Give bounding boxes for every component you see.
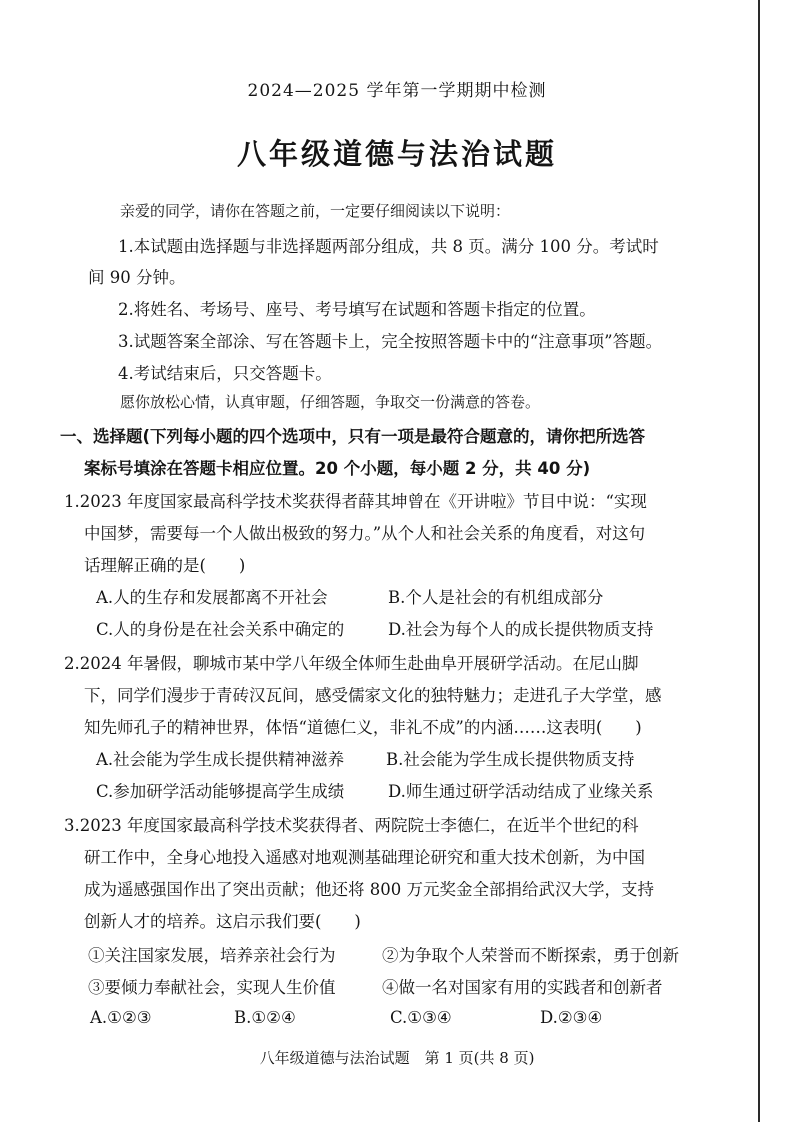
q3-stem-line-3: 成为遥感强国作出了突出贡献；他还将 800 万元奖金全部捐给武汉大学，支持: [84, 880, 654, 899]
exam-header: 2024—2025 学年第一学期期中检测: [247, 81, 547, 101]
q2-option-b: B.社会能为学生成长提供物质支持: [386, 750, 635, 769]
section-heading-line-2: 案标号填涂在答题卡相应位置。20 个小题，每小题 2 分，共 40 分): [84, 459, 591, 478]
q3-option-c: C.①③④: [390, 1008, 452, 1027]
q2-stem-line-2: 下，同学们漫步于青砖汉瓦间，感受儒家文化的独特魅力；走进孔子大学堂，感: [84, 686, 662, 705]
q2-option-c: C.参加研学活动能够提高学生成绩: [96, 782, 345, 801]
q2-option-a: A.社会能为学生成长提供精神滋养: [96, 750, 345, 769]
notice-item-1-line-2: 间 90 分钟。: [88, 268, 186, 287]
q3-option-b: B.①②④: [234, 1008, 296, 1027]
notice-item-3: 3.试题答案全部涂、写在答题卡上，完全按照答题卡中的“注意事项”答题。: [118, 332, 663, 351]
q1-stem-line-2: 中国梦，需要每一个人做出极致的努力。”从个人和社会关系的角度看，对这句: [84, 524, 646, 543]
q1-stem-line-1: 1.2023 年度国家最高科学技术奖获得者薛其坤曾在《开讲啦》节目中说：“实现: [64, 492, 647, 511]
q1-option-c: C.人的身份是在社会关系中确定的: [96, 620, 345, 639]
page-footer: 八年级道德与法治试题 第 1 页(共 8 页): [259, 1049, 535, 1067]
q1-option-a: A.人的生存和发展都离不开社会: [96, 588, 328, 607]
notice-wish: 愿你放松心情，认真审题，仔细答题，争取交一份满意的答卷。: [120, 393, 541, 411]
q2-stem-line-3: 知先师孔子的精神世界，体悟“道德仁义，非礼不成”的内涵……这表明( ): [84, 718, 642, 737]
q3-option-d: D.②③④: [540, 1008, 603, 1027]
q3-option-a: A.①②③: [90, 1008, 152, 1027]
q3-stem-line-2: 研工作中，全身心地投入遥感对地观测基础理论研究和重大技术创新，为中国: [84, 848, 645, 867]
notice-item-4: 4.考试结束后，只交答题卡。: [118, 364, 332, 383]
q3-statement-2: ②为争取个人荣誉而不断探索，勇于创新: [382, 946, 679, 965]
q2-stem-line-1: 2.2024 年暑假，聊城市某中学八年级全体师生赴曲阜开展研学活动。在尼山脚: [64, 654, 639, 673]
q1-option-b: B.个人是社会的有机组成部分: [388, 588, 604, 607]
exam-title: 八年级道德与法治试题: [236, 137, 557, 171]
q3-stem-line-1: 3.2023 年度国家最高科学技术奖获得者、两院院士李德仁，在近半个世纪的科: [64, 816, 639, 835]
notice-item-2: 2.将姓名、考场号、座号、考号填写在试题和答题卡指定的位置。: [118, 300, 596, 319]
q3-statement-4: ④做一名对国家有用的实践者和创新者: [382, 978, 663, 997]
q3-stem-line-4: 创新人才的培养。这启示我们要( ): [84, 912, 361, 931]
notice-greeting: 亲爱的同学，请你在答题之前，一定要仔细阅读以下说明：: [120, 202, 511, 220]
q1-stem-line-3: 话理解正确的是( ): [84, 556, 246, 575]
q2-option-d: D.师生通过研学活动结成了业缘关系: [388, 782, 654, 801]
notice-item-1-line-1: 1.本试题由选择题与非选择题两部分组成，共 8 页。满分 100 分。考试时: [118, 237, 659, 256]
q3-statement-3: ③要倾力奉献社会，实现人生价值: [88, 978, 336, 997]
q3-statement-1: ①关注国家发展，培养亲社会行为: [88, 946, 336, 965]
section-heading-line-1: 一、选择题(下列每小题的四个选项中，只有一项是最符合题意的，请你把所选答: [60, 427, 646, 446]
q1-option-d: D.社会为每个人的成长提供物质支持: [388, 620, 654, 639]
